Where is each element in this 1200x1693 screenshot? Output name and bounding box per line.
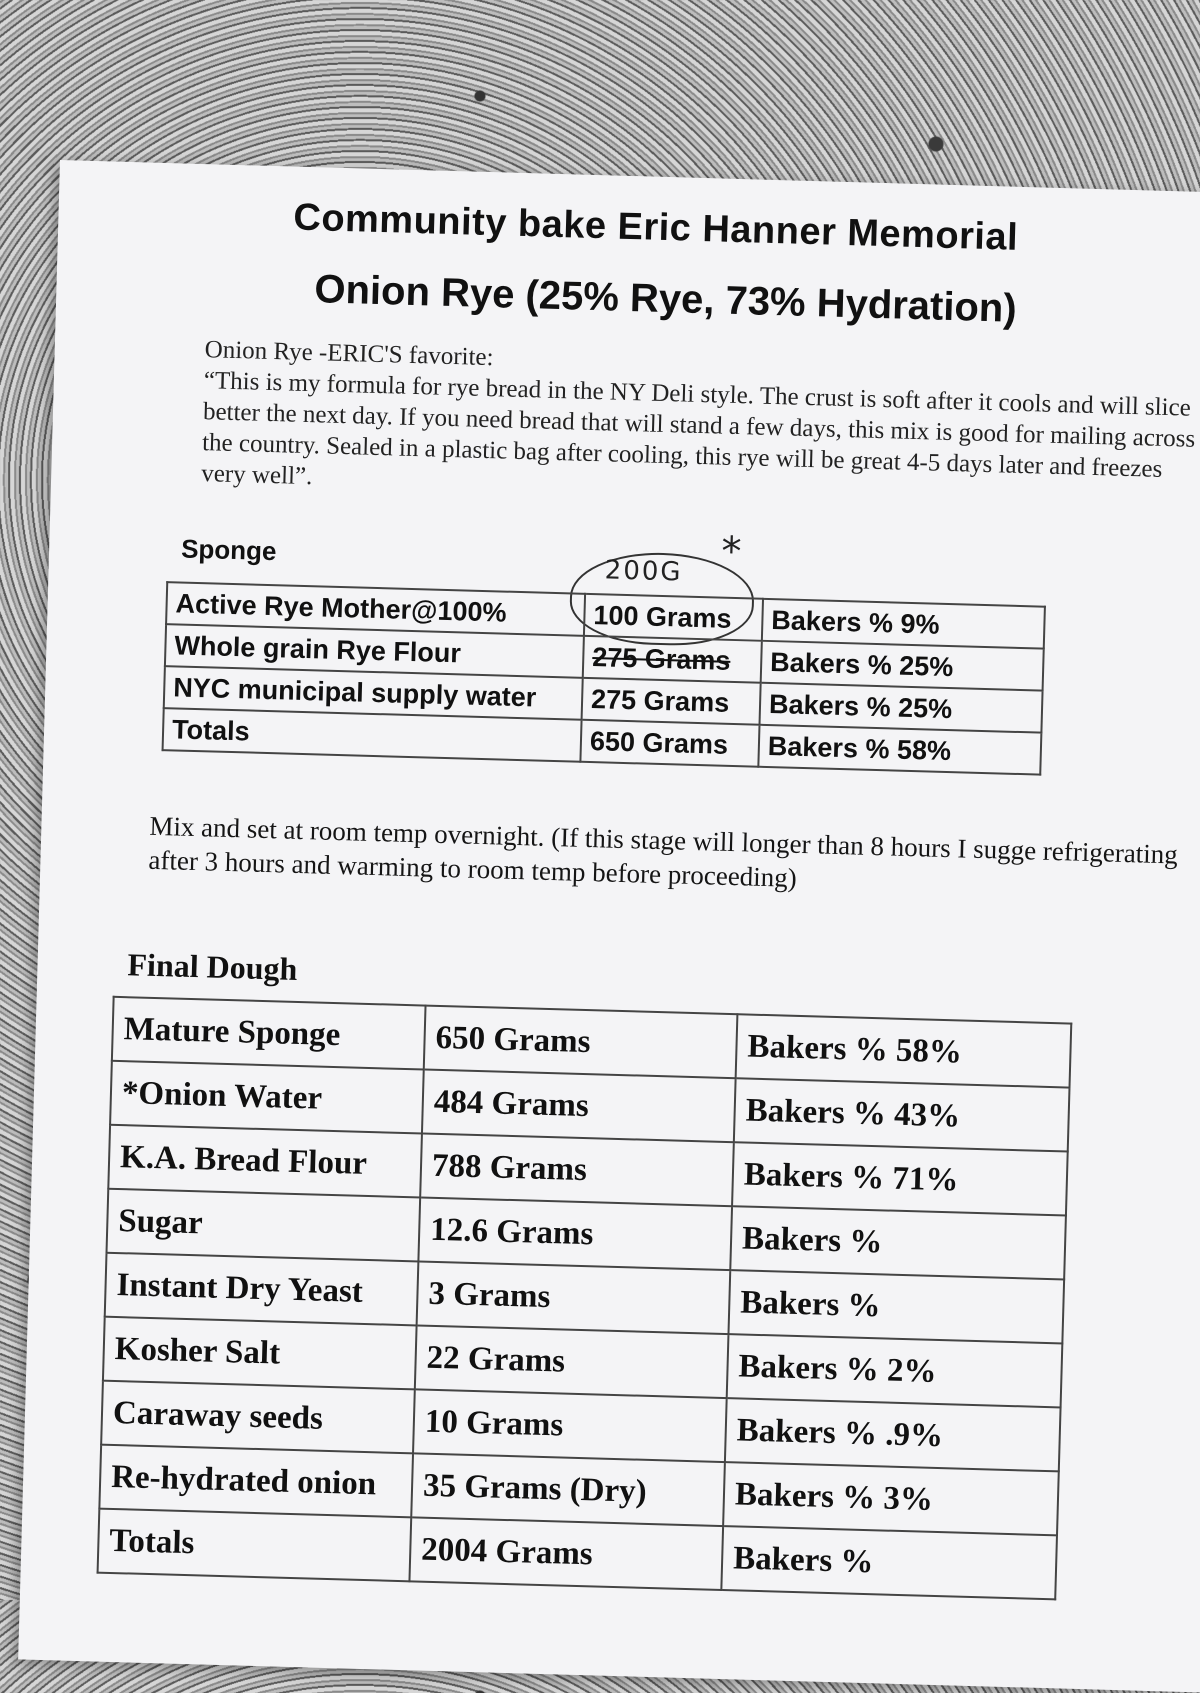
sponge-ingredient: Whole grain Rye Flour: [165, 624, 584, 678]
final-ingredient: K.A. Bread Flour: [108, 1125, 422, 1198]
sponge-ingredient: Active Rye Mother@100%: [166, 582, 585, 636]
sponge-ingredient: Totals: [163, 708, 582, 762]
sponge-amount: 275 Grams: [583, 636, 762, 683]
final-bakers: Bakers % 58%: [736, 1014, 1072, 1087]
intro-block: [201, 334, 1200, 517]
intro-quote: “This is my formula for rye bread in the NY Deli style. The crust is soft after it cools and will slice better the next day. If you need bread that will stand a few days, this mix is good for mailing across the country. Sealed in a plastic bag after cooling, this rye will be great 4-5 days later and freezes very well”.: [200, 367, 1196, 491]
final-amount: 22 Grams: [415, 1325, 729, 1398]
sponge-label: Sponge: [180, 533, 277, 567]
final-bakers: Bakers % 71%: [732, 1142, 1068, 1215]
final-ingredient: Totals: [98, 1509, 412, 1582]
sponge-bakers: Bakers % 9%: [762, 599, 1045, 649]
final-amount: 10 Grams: [413, 1389, 727, 1462]
final-ingredient: Mature Sponge: [112, 997, 426, 1070]
final-ingredient: Kosher Salt: [103, 1317, 417, 1390]
sponge-amount: 100 Grams: [584, 594, 763, 641]
final-amount: 35 Grams (Dry): [411, 1453, 725, 1526]
final-bakers: Bakers %: [721, 1526, 1057, 1599]
final-ingredient: Instant Dry Yeast: [105, 1253, 419, 1326]
handwritten-star-icon: *: [720, 528, 742, 576]
title-line-2: Onion Rye (25% Rye, 73% Hydration): [313, 267, 1018, 331]
sponge-ingredient: NYC municipal supply water: [164, 666, 583, 720]
final-amount: 788 Grams: [420, 1133, 734, 1206]
handwritten-note: 200G: [604, 555, 683, 588]
final-amount: 3 Grams: [417, 1261, 731, 1334]
final-ingredient: *Onion Water: [110, 1061, 424, 1134]
title-line-1: Community bake Eric Hanner Memorial: [292, 196, 1019, 259]
final-dough-label: Final Dough: [127, 946, 298, 987]
intro-heading: Onion Rye -ERIC'S favorite:: [204, 336, 494, 372]
final-amount: 2004 Grams: [409, 1517, 723, 1590]
sponge-bakers: Bakers % 25%: [760, 683, 1043, 733]
sponge-amount: 650 Grams: [580, 720, 759, 767]
final-bakers: Bakers % 2%: [727, 1334, 1063, 1407]
sponge-table: [162, 581, 1046, 776]
final-ingredient: Sugar: [107, 1189, 421, 1262]
final-amount: 484 Grams: [422, 1070, 736, 1143]
sponge-bakers: Bakers % 58%: [758, 725, 1041, 775]
final-bakers: Bakers % 3%: [723, 1462, 1059, 1535]
final-bakers: Bakers % 43%: [734, 1078, 1070, 1151]
final-ingredient: Re-hydrated onion: [99, 1445, 413, 1518]
final-bakers: Bakers %: [730, 1206, 1066, 1279]
final-dough-table: [97, 996, 1073, 1601]
final-amount: 12.6 Grams: [418, 1197, 732, 1270]
final-ingredient: Caraway seeds: [101, 1381, 415, 1454]
recipe-sheet: [18, 160, 1200, 1693]
final-bakers: Bakers %: [728, 1270, 1064, 1343]
sponge-bakers: Bakers % 25%: [761, 641, 1044, 691]
final-bakers: Bakers % .9%: [725, 1398, 1061, 1471]
mix-instructions: Mix and set at room temp overnight. (If this stage will longer than 8 hours I sugge refrigerating after 3 hours and warming to room temp before proceeding): [148, 810, 1179, 893]
sponge-amount: 275 Grams: [582, 678, 761, 725]
final-amount: 650 Grams: [424, 1006, 738, 1079]
